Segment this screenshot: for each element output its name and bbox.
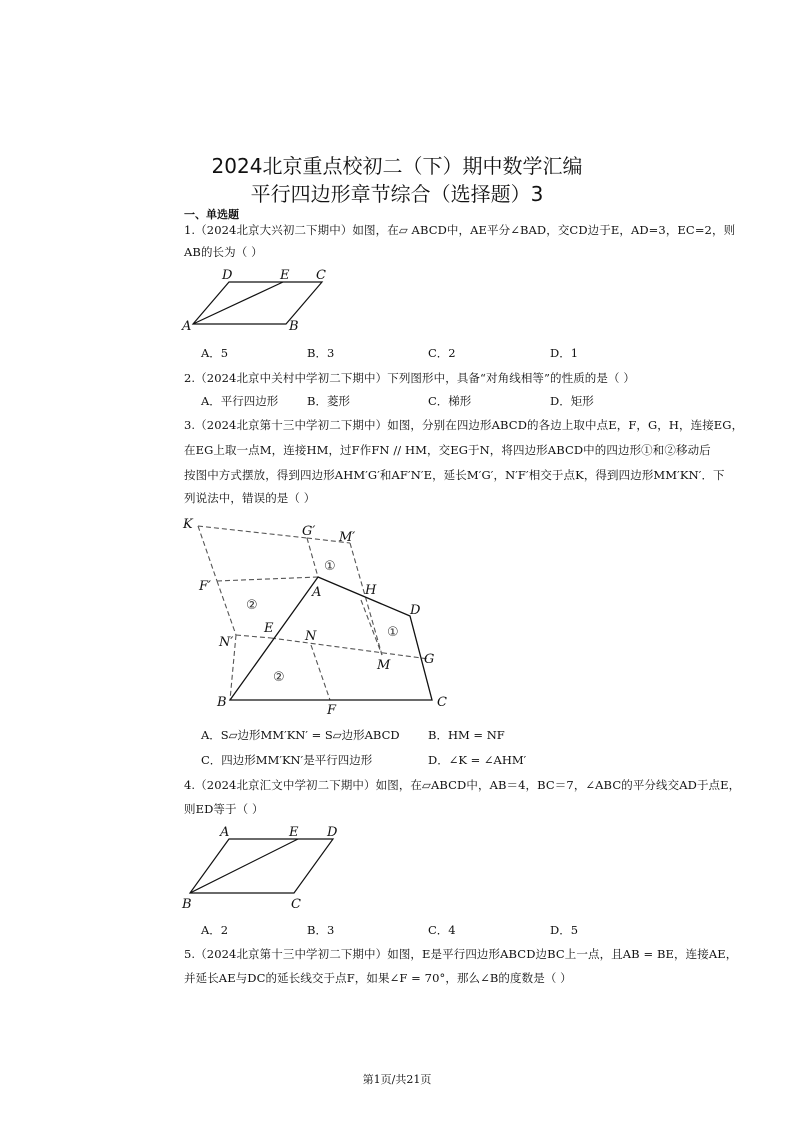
q2-option-a[interactable]: A．平行四边形 bbox=[201, 394, 279, 408]
q3-region-1-right: ① bbox=[387, 625, 399, 640]
q1-label-C: C bbox=[316, 268, 326, 283]
q3-region-2-left: ② bbox=[246, 598, 258, 613]
q1-segment-AE bbox=[193, 282, 283, 324]
q4-label-A: A bbox=[220, 825, 230, 840]
q5-line2: 并延长AE与DC的延长线交于点F，如果∠F = 70°，那么∠B的度数是（ ） bbox=[184, 971, 572, 985]
q3-region-2-bottom: ② bbox=[273, 670, 285, 685]
q4-segment-BE bbox=[190, 839, 298, 893]
q3-option-b[interactable]: B．HM = NF bbox=[428, 728, 505, 742]
q3-label-D: D bbox=[410, 603, 421, 618]
q3-label-A: A bbox=[312, 585, 322, 600]
q4-option-d[interactable]: D．5 bbox=[550, 923, 579, 937]
q3-label-M: M bbox=[377, 658, 391, 673]
q3-line3: 按图中方式摆放，得到四边形AHM′G′和AF′N′E，延长M′G′，N′F′相交于点K，得到四边形MM′KN′．下 bbox=[184, 468, 725, 482]
q3-label-H: H bbox=[365, 583, 377, 598]
q1-parallelogram bbox=[193, 282, 322, 324]
q1-label-D: D bbox=[222, 268, 233, 283]
q1-label-B: B bbox=[289, 319, 299, 334]
q1-line1: 1.（2024北京大兴初二下期中）如图，在▱ ABCD中，AE平分∠BAD，交CD边于E，AD=3，EC=2，则 bbox=[184, 223, 736, 237]
q3-label-G-prime: G′ bbox=[302, 524, 316, 539]
q4-option-b[interactable]: B．3 bbox=[307, 923, 335, 937]
q3-line1: 3.（2024北京第十三中学初二下期中）如图，分别在四边形ABCD的各边上取中点E，F，G，H，连接EG， bbox=[184, 418, 744, 432]
q1-option-a[interactable]: A．5 bbox=[201, 346, 229, 360]
q3-region-1-top: ① bbox=[324, 559, 336, 574]
q3-label-G: G bbox=[424, 652, 435, 667]
q3-label-F-prime: F′ bbox=[199, 579, 211, 594]
q1-option-c[interactable]: C．2 bbox=[428, 346, 456, 360]
section-heading: 一、单选题 bbox=[184, 208, 239, 221]
q4-label-D: D bbox=[327, 825, 338, 840]
document-title-line2: 平行四边形章节综合（选择题）3 bbox=[250, 182, 544, 206]
page-footer: 第1页/共21页 bbox=[362, 1073, 432, 1086]
q3-label-K: K bbox=[183, 517, 193, 532]
q3-option-a[interactable]: A．S▱边形MM′KN′ = S▱边形ABCD bbox=[201, 728, 400, 742]
q3-option-d[interactable]: D．∠K = ∠AHM′ bbox=[428, 753, 527, 767]
q4-label-B: B bbox=[182, 897, 192, 912]
q1-option-d[interactable]: D．1 bbox=[550, 346, 579, 360]
q2-line1: 2.（2024北京中关村中学初二下期中）下列图形中，具备“对角线相等”的性质的是（ ） bbox=[184, 371, 635, 385]
q4-line1: 4.（2024北京汇文中学初二下期中）如图，在▱ABCD中，AB＝4，BC＝7，∠ABC的平分线交AD于点E， bbox=[184, 778, 741, 792]
q1-line2: AB的长为（ ） bbox=[184, 245, 263, 259]
q4-parallelogram bbox=[190, 839, 333, 893]
q3-line4: 列说法中，错误的是（ ） bbox=[184, 491, 316, 505]
q3-option-c[interactable]: C．四边形MM′KN′是平行四边形 bbox=[201, 753, 373, 767]
q3-label-F: F bbox=[327, 703, 337, 718]
q2-option-d[interactable]: D．矩形 bbox=[550, 394, 594, 408]
q5-line1: 5.（2024北京第十三中学初二下期中）如图，E是平行四边形ABCD边BC上一点，且AB = BE，连接AE， bbox=[184, 947, 738, 961]
q2-option-c[interactable]: C．梯形 bbox=[428, 394, 472, 408]
q3-label-N: N bbox=[305, 629, 317, 644]
q4-label-C: C bbox=[291, 897, 301, 912]
q4-label-E: E bbox=[289, 825, 299, 840]
q2-option-b[interactable]: B．菱形 bbox=[307, 394, 350, 408]
document-title-line1: 2024北京重点校初二（下）期中数学汇编 bbox=[211, 154, 583, 178]
q3-label-N-prime: N′ bbox=[219, 635, 234, 650]
q4-option-c[interactable]: C．4 bbox=[428, 923, 456, 937]
q1-option-b[interactable]: B．3 bbox=[307, 346, 335, 360]
q3-label-E: E bbox=[264, 621, 274, 636]
q4-option-a[interactable]: A．2 bbox=[201, 923, 229, 937]
q4-line2: 则ED等于（ ） bbox=[184, 802, 264, 816]
q3-label-C: C bbox=[437, 695, 447, 710]
q3-quadrilateral-ABCD bbox=[230, 577, 435, 700]
q3-label-B: B bbox=[217, 695, 227, 710]
q1-label-A: A bbox=[182, 319, 192, 334]
q1-label-E: E bbox=[280, 268, 290, 283]
q3-label-M-prime: M′ bbox=[339, 530, 356, 545]
q3-line2: 在EG上取一点M，连接HM，过F作FN // HM，交EG于N，将四边形ABCD中的四边形①和②移动后 bbox=[184, 443, 711, 457]
